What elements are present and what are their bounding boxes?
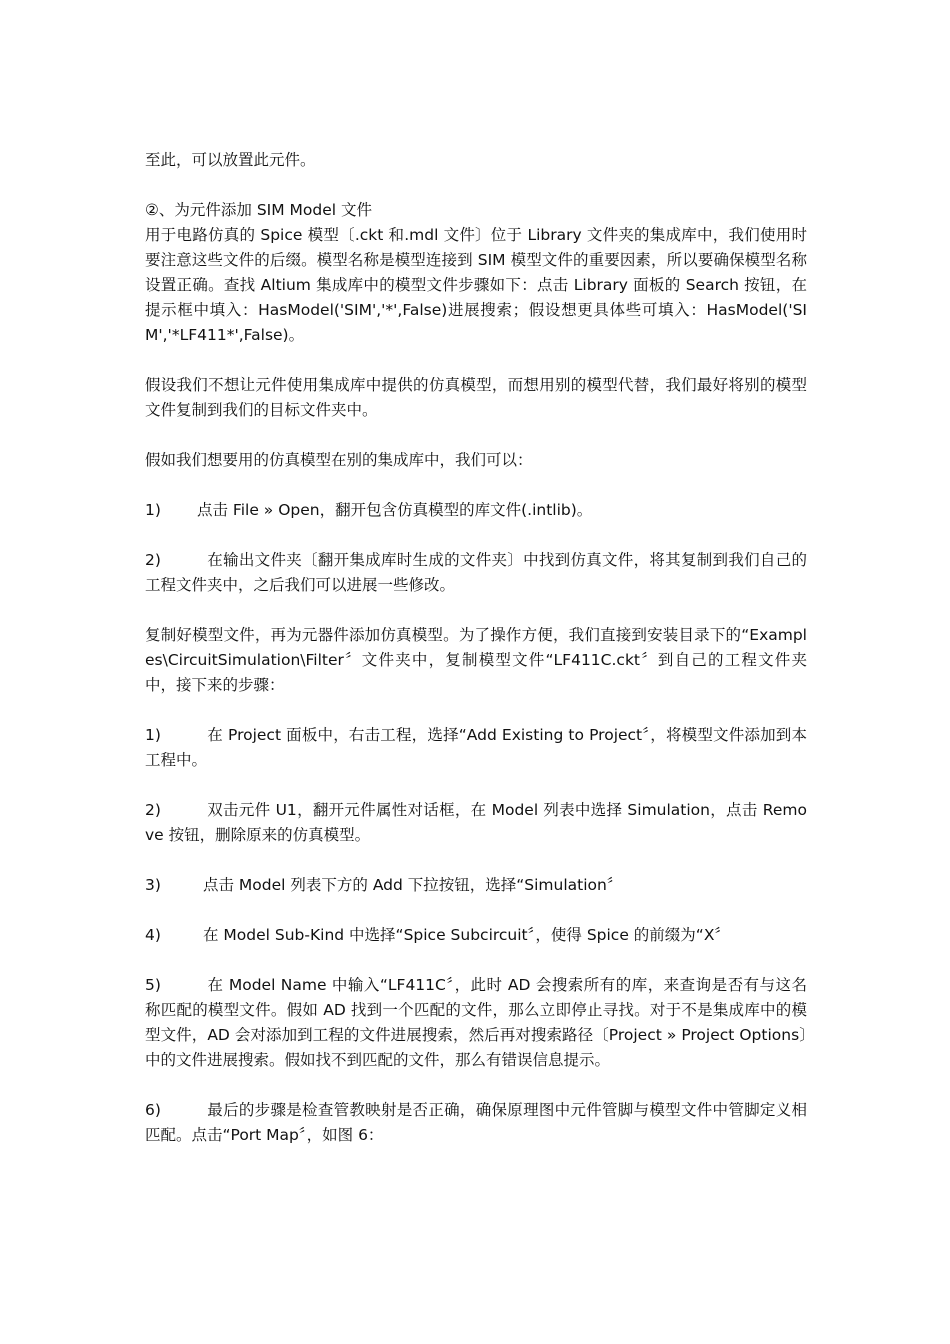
paragraph-copy-model: 复制好模型文件，再为元器件添加仿真模型。为了操作方便，我们直接到安装目录下的“Examples\CircuitSimulation\Filter〞文件夹中，复制模型文件“LF411C.ckt〞到自己的工程文件夹中，接下来的步骤：	[145, 626, 807, 694]
list-item	[145, 723, 807, 773]
list-item-number: 2)	[145, 551, 161, 569]
paragraph-replace-model: 假设我们不想让元件使用集成库中提供的仿真模型，而想用别的模型代替，我们最好将别的模型文件复制到我们的目标文件夹中。	[145, 376, 807, 419]
list-item-number: 2)	[145, 801, 161, 819]
list-item	[145, 873, 807, 898]
list-item-text: 最后的步骤是检查管教映射是否正确，确保原理图中元件管脚与模型文件中管脚定义相匹配。点击“Port Map〞，如图 6：	[145, 1101, 807, 1144]
list-item-text: 在 Model Name 中输入“LF411C〞，此时 AD 会搜索所有的库，来查询是否有与这名称匹配的模型文件。假如 AD 找到一个匹配的文件，那么立即停止寻找。对于不是集成库中的模型文件，AD 会对添加到工程的文件进展搜索，然后再对搜索路径〔Project » Project Options〕中的文件进展搜索。假如找不到匹配的文件，那么有错误信息提示。	[145, 976, 807, 1069]
list-item-text: 点击 File » Open，翻开包含仿真模型的库文件(.intlib)。	[197, 501, 593, 519]
list-item-text: 在 Project 面板中，右击工程，选择“Add Existing to Project〞，将模型文件添加到本工程中。	[145, 726, 807, 769]
list-item-text: 在输出文件夹〔翻开集成库时生成的文件夹〕中找到仿真文件，将其复制到我们自己的工程文件夹中，之后我们可以进展一些修改。	[145, 551, 807, 594]
list-item-number: 1)	[145, 501, 161, 519]
list-item	[145, 498, 807, 523]
paragraph-intro: 至此，可以放置此元件。	[145, 151, 316, 169]
list-item-text: 在 Model Sub-Kind 中选择“Spice Subcircuit〞，使得 Spice 的前缀为“X〞	[203, 926, 730, 944]
list-item-number: 1)	[145, 726, 161, 744]
document-body	[145, 148, 807, 1173]
list-item-text: 双击元件 U1，翻开元件属性对话框，在 Model 列表中选择 Simulation，点击 Remove 按钮，删除原来的仿真模型。	[145, 801, 807, 844]
list-item-number: 3)	[145, 876, 161, 894]
list-item-number: 5)	[145, 976, 161, 994]
list-item	[145, 548, 807, 598]
list-item	[145, 798, 807, 848]
list-item	[145, 1098, 807, 1148]
paragraph-spice-model: 用于电路仿真的 Spice 模型〔.ckt 和.mdl 文件〕位于 Library 文件夹的集成库中，我们使用时要注意这些文件的后缀。模型名称是模型连接到 SIM 模型文件的重要因素，所以要确保模型名称设置正确。查找 Altium 集成库中的模型文件步骤如下：点击 Library 面板的 Search 按钮，在提示框中填入：HasModel('SIM','*',False)进展搜索；假设想更具体些可填入：HasModel('SIM','*LF411*',False)。	[145, 226, 807, 344]
paragraph-other-library: 假如我们想要用的仿真模型在别的集成库中，我们可以：	[145, 451, 533, 469]
list-item	[145, 923, 807, 948]
list-item-text: 点击 Model 列表下方的 Add 下拉按钮，选择“Simulation〞	[203, 876, 623, 894]
section-heading: ②、为元件添加 SIM Model 文件	[145, 201, 372, 219]
list-item-number: 4)	[145, 926, 161, 944]
list-item-number: 6)	[145, 1101, 161, 1119]
list-item	[145, 973, 807, 1073]
